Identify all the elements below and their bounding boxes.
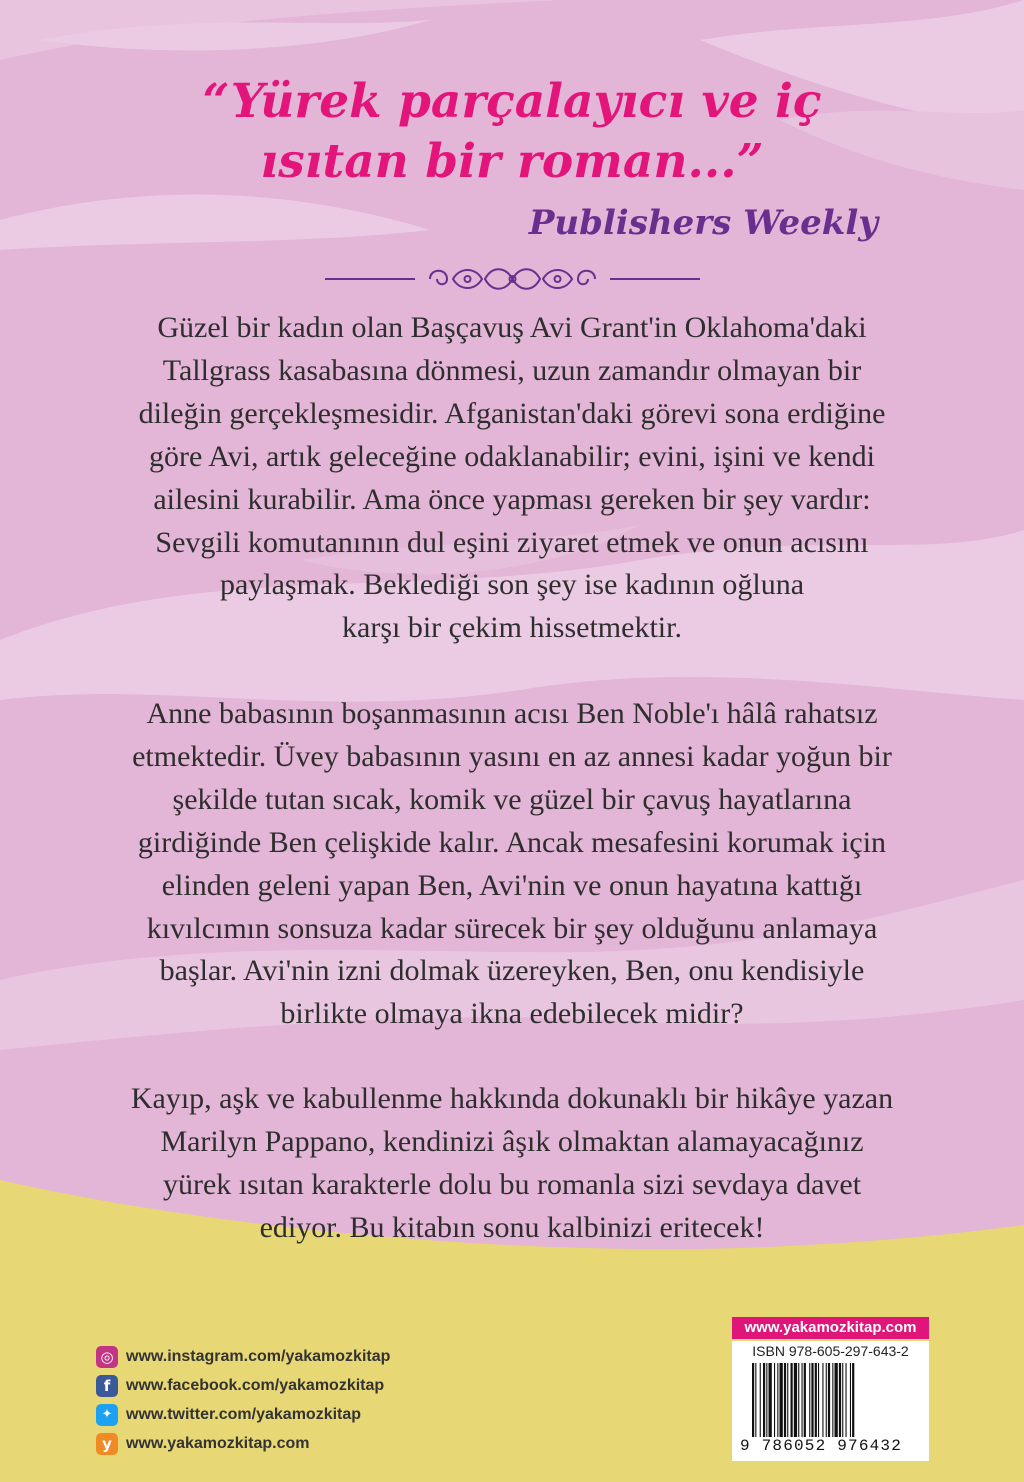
quote-line-2: ısıtan bir roman...”	[260, 134, 764, 189]
barcode-bar	[755, 1363, 756, 1437]
paragraph-line: kıvılcımın sonsuza kadar sürecek bir şey olduğunu anlamaya	[146, 911, 878, 945]
barcode-bar	[798, 1363, 799, 1437]
paragraph-line: ailesini kurabilir. Ama önce yapması gereken bir şey vardır:	[153, 482, 871, 516]
barcode-bar	[777, 1363, 778, 1437]
paragraph-line: Anne babasının boşanmasının acısı Ben Noble'ı hâlâ rahatsız	[146, 697, 878, 730]
barcode-bar	[802, 1363, 803, 1437]
barcode-bar	[835, 1363, 838, 1437]
social-link-facebook[interactable]	[96, 1371, 390, 1400]
facebook-icon: f	[96, 1375, 118, 1397]
paragraph-line: Marilyn Pappano, kendinizi âşık olmaktan alamayacağınız	[160, 1124, 864, 1158]
barcode-bar	[839, 1363, 841, 1437]
twitter-url[interactable]: www.twitter.com/yakamozkitap	[126, 1405, 362, 1423]
publisher-website-banner[interactable]: www.yakamozkitap.com	[732, 1317, 929, 1339]
paragraph-line: karşı bir çekim hissetmektir.	[342, 611, 682, 645]
paragraph-line: etmektedir. Üvey babasının yasını en az annesi kadar yoğun bir	[132, 739, 892, 773]
barcode-bar	[850, 1363, 851, 1437]
barcode-bar	[852, 1363, 854, 1437]
ean-number: 9 786052 976432	[740, 1437, 903, 1455]
description-paragraph-2	[80, 693, 944, 1036]
barcode-bar	[818, 1363, 819, 1437]
barcode-bar	[842, 1363, 843, 1437]
description-paragraph-1	[80, 307, 944, 650]
paragraph-line: paylaşmak. Beklediği son şey ise kadının oğluna	[219, 568, 805, 602]
barcode-bar	[811, 1363, 813, 1437]
barcode-bar	[846, 1363, 847, 1437]
social-link-instagram[interactable]	[96, 1342, 390, 1371]
barcode-bar	[780, 1363, 783, 1437]
quote-source: Publishers Weekly	[528, 203, 878, 243]
social-link-twitter[interactable]	[96, 1400, 390, 1429]
yakamoz-icon: y	[96, 1433, 118, 1455]
paragraph-line: şekilde tutan sıcak, komik ve güzel bir çavuş hayatlarına	[172, 782, 852, 816]
barcode-bar	[752, 1363, 754, 1437]
paragraph-line: birlikte olmaya ikna edebilecek midir?	[280, 997, 744, 1031]
barcode-bar	[763, 1363, 765, 1437]
barcode-bar	[769, 1363, 772, 1437]
description-paragraph-3	[80, 1078, 944, 1250]
barcode-bar	[794, 1363, 797, 1437]
barcode-bar	[774, 1363, 775, 1437]
social-link-website[interactable]	[96, 1429, 390, 1458]
paragraph-line: Güzel bir kadın olan Başçavuş Avi Grant'in Oklahoma'daki	[157, 311, 867, 344]
barcode-bar	[826, 1363, 827, 1437]
ornament-flourish-icon	[325, 262, 700, 296]
paragraph-line: ediyor. Bu kitabın sonu kalbinizi eritecek!	[259, 1210, 765, 1244]
paragraph-line: başlar. Avi'nin izni dolmak üzereyken, Ben, onu kendisiyle	[159, 954, 865, 988]
quote-line-1: “Yürek parçalayıcı ve iç	[202, 74, 822, 129]
barcode-bar	[828, 1363, 830, 1437]
isbn-label: ISBN 978-605-297-643-2	[752, 1343, 909, 1359]
barcode-bar	[815, 1363, 817, 1437]
facebook-url[interactable]: www.facebook.com/yakamozkitap	[126, 1376, 385, 1394]
barcode-bar	[784, 1363, 786, 1437]
paragraph-line: göre Avi, artık geleceğine odaklanabilir; evini, işini ve kendi	[149, 439, 875, 473]
website-url[interactable]: www.yakamozkitap.com	[126, 1434, 310, 1452]
barcode-bar	[822, 1363, 823, 1437]
barcode-bar	[760, 1363, 761, 1437]
paragraph-line: yürek ısıtan karakterle dolu bu romanla sizi sevdaya davet	[162, 1167, 862, 1201]
instagram-url[interactable]: www.instagram.com/yakamozkitap	[126, 1347, 391, 1365]
barcode-bar	[832, 1363, 833, 1437]
barcode-bar	[766, 1363, 767, 1437]
paragraph-line: dileğin gerçekleşmesidir. Afganistan'daki görevi sona erdiğine	[138, 396, 886, 430]
paragraph-line: elinden geleni yapan Ben, Avi'nin ve onun hayatına kattığı	[161, 868, 863, 902]
social-links	[96, 1342, 390, 1458]
paragraph-line: Kayıp, aşk ve kabullenme hakkında dokunaklı bir hikâye yazan	[130, 1082, 894, 1115]
paragraph-line: Sevgili komutanının dul eşini ziyaret etmek ve onun acısını	[155, 525, 869, 559]
barcode-bar	[809, 1363, 810, 1437]
barcode-bar	[787, 1363, 788, 1437]
barcode-panel	[732, 1341, 929, 1461]
twitter-icon: ✦	[96, 1404, 118, 1426]
paragraph-line: girdiğinde Ben çelişkide kalır. Ancak mesafesini korumak için	[137, 825, 887, 859]
barcode-bar	[804, 1363, 806, 1437]
paragraph-line: Tallgrass kasabasına dönmesi, uzun zamandır olmayan bir	[162, 353, 862, 387]
instagram-icon: ◎	[96, 1346, 118, 1368]
barcode-icon	[752, 1363, 917, 1437]
barcode-bar	[791, 1363, 793, 1437]
